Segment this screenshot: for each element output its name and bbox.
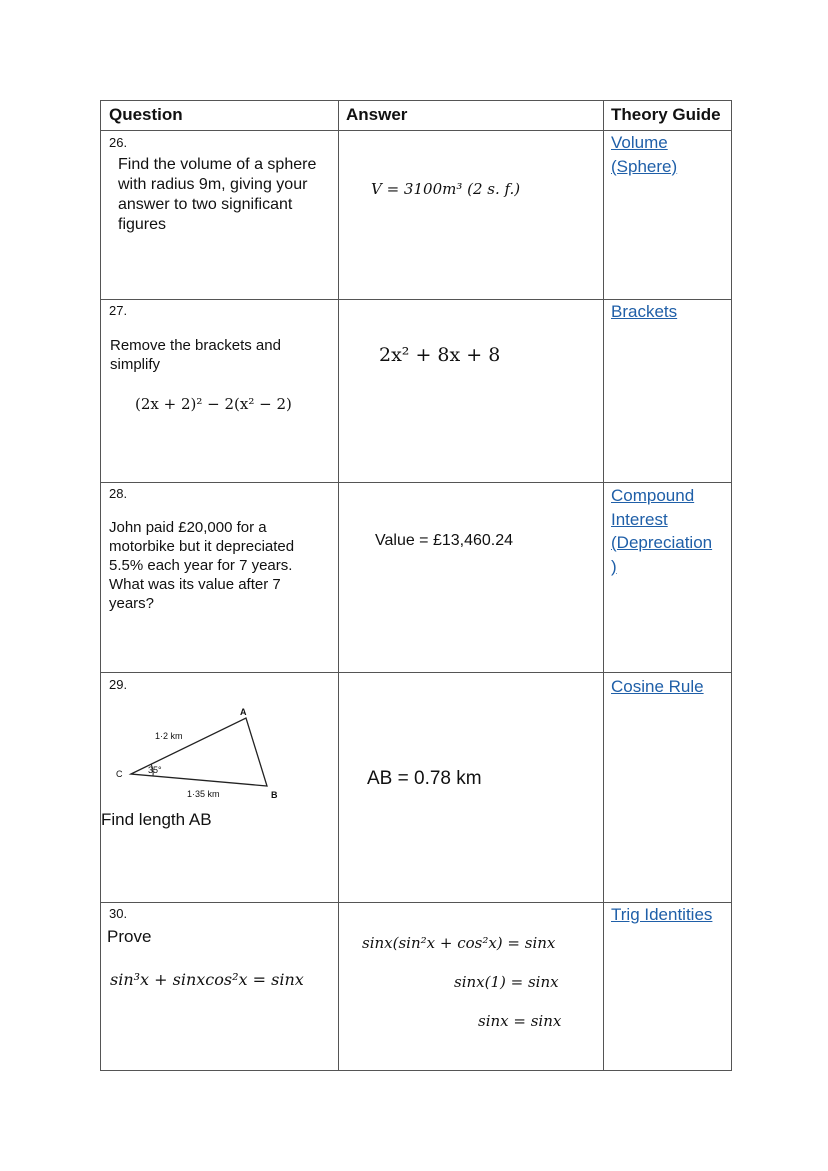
theory-link-sphere[interactable]: (Sphere) <box>611 157 678 176</box>
row-divider <box>101 672 731 673</box>
theory-link-interest[interactable]: Interest <box>611 510 668 529</box>
theory-link-trig-identities[interactable]: Trig Identities <box>611 905 713 924</box>
question-text: John paid £20,000 for a motorbike but it depreciated 5.5% each year for 7 years. What was its value after 7 years? <box>109 519 295 612</box>
answer-text: Value = £13,460.24 <box>375 532 514 549</box>
answer-line: sinx = sinx <box>478 1012 562 1030</box>
theory-link-depreciation[interactable]: (Depreciation <box>611 533 713 552</box>
question-number: 28. <box>109 486 128 501</box>
vertex-a-label: A <box>240 707 247 717</box>
question-text: Remove the brackets and simplify <box>110 337 281 373</box>
theory-link-cosine-rule[interactable]: Cosine Rule <box>611 677 704 696</box>
question-text: Find length AB <box>101 810 212 829</box>
question-number: 29. <box>109 677 128 692</box>
answer-text: V = 3100m³ (2 s. f.) <box>371 180 521 198</box>
vertex-c-label: C <box>116 769 123 779</box>
triangle-diagram <box>111 706 301 806</box>
header-question: Question <box>109 105 183 124</box>
answer-text: AB = 0.78 km <box>367 768 482 789</box>
question-expression: (2x + 2)² − 2(x² − 2) <box>135 395 292 413</box>
header-theory-guide: Theory Guide <box>611 105 721 124</box>
answer-text: 2x² + 8x + 8 <box>379 344 501 366</box>
theory-link-close-paren[interactable]: ) <box>611 557 617 576</box>
triangle-shape <box>131 718 267 786</box>
question-table <box>100 100 732 1071</box>
vertex-b-label: B <box>271 790 278 800</box>
question-text: Find the volume of a sphere with radius 9m, giving your answer to two significant figures <box>118 156 317 233</box>
answer-line: sinx(sin²x + cos²x) = sinx <box>362 934 556 952</box>
angle-c-label: 35° <box>148 765 162 775</box>
question-expression: sin³x + sinxcos²x = sinx <box>110 970 304 989</box>
question-number: 27. <box>109 303 128 318</box>
answer-line: sinx(1) = sinx <box>454 973 559 991</box>
theory-link-brackets[interactable]: Brackets <box>611 302 678 321</box>
question-number: 26. <box>109 135 128 150</box>
question-number: 30. <box>109 906 128 921</box>
column-divider <box>603 101 604 1070</box>
column-divider <box>338 101 339 1070</box>
side-ca-label: 1·2 km <box>155 731 183 741</box>
theory-link-volume[interactable]: Volume <box>611 133 668 152</box>
header-answer: Answer <box>346 105 408 124</box>
theory-link-compound[interactable]: Compound <box>611 486 695 505</box>
side-cb-label: 1·35 km <box>187 789 220 799</box>
row-divider <box>101 482 731 483</box>
question-text: Prove <box>107 927 152 946</box>
